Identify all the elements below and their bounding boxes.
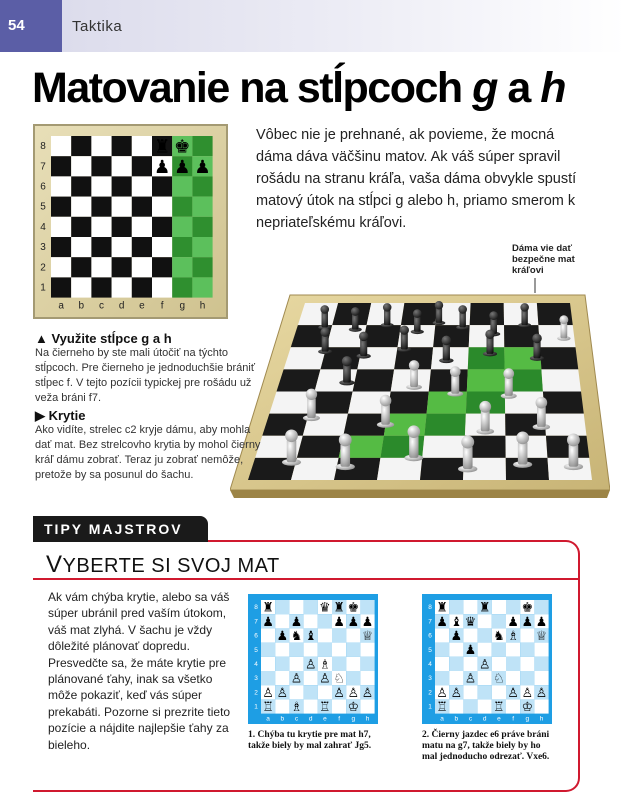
board-square bbox=[478, 685, 492, 699]
chess-piece: ♙ bbox=[436, 685, 448, 701]
chess-piece: ♝ bbox=[304, 629, 317, 645]
chess-piece: ♜ bbox=[262, 600, 274, 616]
rank-label: 1 bbox=[254, 703, 258, 711]
main-chess-diagram bbox=[33, 124, 228, 319]
board-square bbox=[91, 257, 111, 277]
board-square bbox=[132, 156, 152, 176]
board-square bbox=[435, 643, 449, 657]
rank-label: 8 bbox=[428, 604, 432, 612]
board-square bbox=[275, 614, 289, 628]
chess-piece: ♙ bbox=[304, 657, 317, 673]
board-square bbox=[463, 699, 477, 713]
board-square bbox=[51, 176, 71, 196]
chess-piece: ♙ bbox=[319, 671, 331, 687]
board-square bbox=[51, 237, 71, 257]
rank-label: 4 bbox=[254, 661, 258, 669]
file-label: d bbox=[308, 715, 313, 723]
board-square bbox=[71, 136, 91, 156]
file-label: a bbox=[58, 300, 64, 312]
rank-label: 5 bbox=[428, 646, 432, 654]
chess-piece: ♟ bbox=[507, 614, 519, 630]
board-square bbox=[449, 671, 463, 685]
board-square bbox=[172, 217, 192, 237]
rank-label: 3 bbox=[428, 675, 432, 683]
board-square bbox=[478, 643, 492, 657]
board-square bbox=[172, 197, 192, 217]
board-3d-square bbox=[538, 325, 575, 347]
queen-annotation: Dáma vie dať bezpečne mat kráľovi bbox=[512, 243, 575, 276]
board-square bbox=[172, 257, 192, 277]
board-square bbox=[304, 643, 318, 657]
board-square bbox=[51, 156, 71, 176]
board-square bbox=[152, 197, 172, 217]
chess-piece: ♔ bbox=[521, 700, 534, 716]
board-square bbox=[492, 643, 506, 657]
board-square bbox=[132, 176, 152, 196]
board-3d-square bbox=[541, 369, 581, 391]
board-square bbox=[346, 671, 360, 685]
board-3d-square bbox=[467, 369, 505, 391]
triangle-up-icon: ▲ bbox=[35, 331, 52, 346]
chess-piece: ♜ bbox=[333, 600, 345, 616]
section-title: Taktika bbox=[72, 18, 123, 35]
board-square bbox=[132, 277, 152, 297]
rank-label: 3 bbox=[254, 675, 258, 683]
chess-piece: ♔ bbox=[347, 700, 360, 716]
board-square bbox=[112, 237, 132, 257]
board-square bbox=[71, 257, 91, 277]
chess-piece: ♟ bbox=[153, 156, 171, 178]
board-square bbox=[435, 657, 449, 671]
board-square bbox=[449, 643, 463, 657]
rank-label: 8 bbox=[40, 141, 46, 153]
board-square bbox=[112, 156, 132, 176]
board-square bbox=[304, 671, 318, 685]
page-number: 54 bbox=[8, 17, 25, 34]
board-square bbox=[449, 657, 463, 671]
board-square bbox=[112, 136, 132, 156]
board-square bbox=[332, 657, 346, 671]
board-square bbox=[506, 657, 520, 671]
rank-label: 3 bbox=[40, 242, 46, 254]
chess-piece: ♘ bbox=[493, 671, 505, 687]
board-3d-square bbox=[540, 347, 578, 369]
file-label: h bbox=[199, 300, 206, 312]
chess-piece: ♟ bbox=[436, 614, 448, 630]
board-square bbox=[318, 628, 332, 642]
file-label: d bbox=[482, 715, 487, 723]
chess-piece: ♟ bbox=[333, 614, 345, 630]
chess-piece: ♖ bbox=[319, 700, 331, 716]
board-3d-square bbox=[262, 414, 308, 436]
board-square bbox=[318, 643, 332, 657]
rank-label: 4 bbox=[428, 661, 432, 669]
board-square bbox=[51, 217, 71, 237]
board-3d-square bbox=[470, 303, 504, 325]
caption-cover bbox=[35, 408, 265, 483]
board-square bbox=[71, 277, 91, 297]
board-square bbox=[435, 671, 449, 685]
board-square bbox=[332, 628, 346, 642]
rank-label: 4 bbox=[40, 221, 46, 233]
chess-piece: ♘ bbox=[333, 671, 345, 687]
board-square bbox=[192, 136, 212, 156]
chess-piece: ♟ bbox=[174, 156, 191, 178]
board-square bbox=[289, 657, 303, 671]
chess-piece: ♙ bbox=[450, 685, 463, 701]
file-label: c bbox=[294, 715, 299, 723]
rank-label: 8 bbox=[254, 604, 258, 612]
chess-piece: ♞ bbox=[493, 629, 505, 645]
rank-label: 1 bbox=[40, 282, 46, 294]
board-square bbox=[91, 176, 111, 196]
board-square bbox=[520, 671, 534, 685]
board-square bbox=[360, 600, 374, 614]
rank-label: 7 bbox=[428, 618, 432, 626]
file-label: b bbox=[280, 715, 285, 723]
rank-label: 6 bbox=[428, 632, 432, 640]
chess-piece: ♟ bbox=[535, 614, 548, 630]
rank-label: 6 bbox=[254, 632, 258, 640]
caption-files-text: Na čierneho by ste mali útočiť na týchto stĺpcoch. Pre čierneho je jednoduchšie brániť stĺpec f. V tejto pozícii typickej pre rošádu už veža bráni f7. bbox=[35, 347, 255, 404]
board-square bbox=[51, 257, 71, 277]
board-square bbox=[346, 657, 360, 671]
chess-piece: ♗ bbox=[507, 629, 519, 645]
chess-piece: ♙ bbox=[262, 685, 274, 701]
board-square bbox=[152, 217, 172, 237]
board-square bbox=[463, 685, 477, 699]
board-square bbox=[152, 277, 172, 297]
board-square bbox=[534, 671, 548, 685]
board-square bbox=[261, 643, 275, 657]
chess-piece: ♝ bbox=[450, 614, 463, 630]
file-label: c bbox=[99, 300, 104, 312]
board-square bbox=[534, 600, 548, 614]
board-square bbox=[463, 628, 477, 642]
board-3d-square bbox=[468, 347, 505, 369]
chess-piece: ♗ bbox=[290, 700, 303, 716]
rank-label: 7 bbox=[40, 161, 46, 173]
board-square bbox=[289, 685, 303, 699]
board-3d-illustration bbox=[230, 270, 610, 505]
file-label: a bbox=[266, 715, 270, 723]
rank-label: 5 bbox=[254, 646, 258, 654]
board-square bbox=[91, 197, 111, 217]
board-square bbox=[172, 237, 192, 257]
board-square bbox=[51, 136, 71, 156]
caption-cover-heading: ▶ Krytie bbox=[35, 408, 86, 423]
intro-paragraph: Vôbec nie je prehnané, ak povieme, že mocná dáma dáva väčšinu matov. Ak váš súper spravil rošádu na stranu kráľa, vaša dáma obvykle spustí matový útok na stĺpci g alebo h, priamo smerom k nepriateľskému kráľovi. bbox=[256, 127, 577, 231]
chess-piece: ♗ bbox=[319, 657, 331, 673]
board-square bbox=[360, 671, 374, 685]
board-square bbox=[71, 156, 91, 176]
chess-piece: ♙ bbox=[276, 685, 289, 701]
board-square bbox=[332, 643, 346, 657]
board-square bbox=[360, 699, 374, 713]
board-square bbox=[51, 277, 71, 297]
board-square bbox=[304, 614, 318, 628]
rank-label: 7 bbox=[254, 618, 258, 626]
board-square bbox=[132, 237, 152, 257]
chess-piece: ♜ bbox=[478, 600, 491, 616]
tips-banner-label: TIPY MAJSTROV bbox=[44, 521, 183, 537]
chess-piece: ♙ bbox=[507, 685, 519, 701]
board-square bbox=[520, 657, 534, 671]
board-square bbox=[192, 277, 212, 297]
chess-piece: ♖ bbox=[493, 700, 505, 716]
board-square bbox=[112, 277, 132, 297]
file-label: f bbox=[160, 300, 164, 312]
diagram-1 bbox=[248, 594, 378, 724]
board-square bbox=[506, 600, 520, 614]
chess-piece: ♙ bbox=[290, 671, 303, 687]
chess-piece: ♛ bbox=[464, 614, 477, 630]
board-3d-square bbox=[297, 436, 343, 458]
chess-piece: ♟ bbox=[521, 614, 534, 630]
file-label: g bbox=[179, 300, 186, 312]
board-square bbox=[51, 197, 71, 217]
chess-piece: ♙ bbox=[333, 685, 345, 701]
board-3d-square bbox=[387, 392, 428, 414]
chess-piece: ♛ bbox=[319, 600, 331, 616]
rank-label: 5 bbox=[40, 201, 46, 213]
board-square bbox=[132, 197, 152, 217]
board-square bbox=[304, 685, 318, 699]
chess-piece: ♟ bbox=[347, 614, 360, 630]
board-square bbox=[318, 614, 332, 628]
board-square bbox=[332, 699, 346, 713]
tips-title: VYBERTE SI SVOJ MAT bbox=[46, 551, 280, 578]
board-square bbox=[346, 643, 360, 657]
caption-files-heading: ▲ Využite stĺpce g a h bbox=[35, 331, 172, 346]
board-3d-square bbox=[429, 369, 468, 391]
board-square bbox=[520, 628, 534, 642]
board-square bbox=[463, 600, 477, 614]
board-square bbox=[192, 197, 212, 217]
board-square bbox=[449, 600, 463, 614]
board-square bbox=[534, 657, 548, 671]
board-square bbox=[91, 237, 111, 257]
chess-piece: ♜ bbox=[153, 136, 171, 158]
board-square bbox=[506, 671, 520, 685]
board-square bbox=[275, 600, 289, 614]
board-3d-square bbox=[377, 458, 422, 480]
board-square bbox=[275, 671, 289, 685]
board-square bbox=[152, 257, 172, 277]
board-square bbox=[172, 277, 192, 297]
board-3d-square bbox=[544, 414, 586, 436]
board-square bbox=[346, 628, 360, 642]
board-3d-square bbox=[353, 369, 394, 391]
board-square bbox=[492, 685, 506, 699]
file-label: h bbox=[365, 715, 370, 723]
chess-piece: ♜ bbox=[436, 600, 448, 616]
file-label: e bbox=[323, 715, 327, 723]
board-square bbox=[71, 176, 91, 196]
board-square bbox=[192, 217, 212, 237]
chess-piece: ♖ bbox=[262, 700, 274, 716]
board-3d-square bbox=[422, 436, 465, 458]
file-label: b bbox=[454, 715, 459, 723]
board-square bbox=[506, 699, 520, 713]
board-square bbox=[506, 643, 520, 657]
chess-piece: ♙ bbox=[521, 685, 534, 701]
board-square bbox=[492, 657, 506, 671]
chess-piece: ♕ bbox=[361, 629, 374, 645]
chess-piece: ♟ bbox=[194, 156, 211, 178]
rank-label: 2 bbox=[428, 689, 432, 697]
board-3d-square bbox=[277, 369, 321, 391]
file-label: e bbox=[497, 715, 501, 723]
board-square bbox=[91, 277, 111, 297]
file-label: h bbox=[539, 715, 544, 723]
chess-piece: ♙ bbox=[361, 685, 374, 701]
board-square bbox=[289, 643, 303, 657]
diagram-2 bbox=[422, 594, 552, 724]
board-square bbox=[71, 217, 91, 237]
file-label: d bbox=[118, 300, 125, 312]
board-square bbox=[112, 217, 132, 237]
file-label: f bbox=[338, 715, 341, 723]
chess-piece: ♟ bbox=[290, 614, 303, 630]
board-square bbox=[534, 699, 548, 713]
board-square bbox=[520, 643, 534, 657]
board-square bbox=[71, 197, 91, 217]
chess-piece: ♞ bbox=[290, 629, 303, 645]
caption-files bbox=[35, 331, 265, 406]
board-square bbox=[534, 643, 548, 657]
board-square bbox=[275, 657, 289, 671]
board-square bbox=[152, 176, 172, 196]
board-square bbox=[91, 136, 111, 156]
board-square bbox=[112, 257, 132, 277]
board-square bbox=[152, 237, 172, 257]
board-3d-square bbox=[332, 303, 371, 325]
board-square bbox=[360, 643, 374, 657]
chess-piece: ♟ bbox=[276, 629, 289, 645]
board-square bbox=[261, 628, 275, 642]
file-label: f bbox=[512, 715, 515, 723]
board-square bbox=[91, 217, 111, 237]
board-square bbox=[304, 699, 318, 713]
board-square bbox=[463, 657, 477, 671]
file-label: g bbox=[525, 715, 530, 723]
chess-piece: ♚ bbox=[174, 136, 191, 158]
board-square bbox=[132, 136, 152, 156]
board-3d-square bbox=[424, 414, 465, 436]
chess-piece: ♙ bbox=[478, 657, 491, 673]
board-square bbox=[478, 671, 492, 685]
file-label: g bbox=[351, 715, 356, 723]
rank-label: 2 bbox=[254, 689, 258, 697]
chess-piece: ♙ bbox=[535, 685, 548, 701]
board-square bbox=[478, 699, 492, 713]
chess-piece: ♟ bbox=[450, 629, 463, 645]
board-square bbox=[132, 257, 152, 277]
board-square bbox=[318, 685, 332, 699]
board-square bbox=[289, 600, 303, 614]
board-square bbox=[261, 671, 275, 685]
diagram-1-caption: 1. Chýba tu krytie pre mat h7, takže biely by mal zahrať Jg5. bbox=[248, 730, 372, 751]
chess-piece: ♟ bbox=[262, 614, 274, 630]
annotation-pointer bbox=[530, 278, 540, 294]
chess-piece: ♟ bbox=[361, 614, 374, 630]
chess-piece: ♙ bbox=[347, 685, 360, 701]
board-square bbox=[304, 600, 318, 614]
file-label: c bbox=[468, 715, 473, 723]
board-3d-square bbox=[543, 392, 584, 414]
triangle-right-icon: ▶ bbox=[35, 408, 49, 423]
chess-piece: ♕ bbox=[535, 629, 548, 645]
file-label: a bbox=[440, 715, 444, 723]
board-square bbox=[91, 156, 111, 176]
board-square bbox=[192, 237, 212, 257]
chess-piece: ♙ bbox=[464, 671, 477, 687]
chess-piece: ♟ bbox=[464, 643, 477, 659]
header-band bbox=[62, 0, 626, 52]
board-square bbox=[112, 176, 132, 196]
tips-paragraph: Ak vám chýba krytie, alebo sa váš súper ubránil pred vaším útokom, váš mat zlyhá. V šachu je vždy dôležité plánovať dopredu. Presvedčte sa, že máte krytie pre plánované ťahy, inak sa všetko môže pokaziť, keď vás súper prekabáti. Pozorne si prezrite tieto pozície a nájdite najlepšie ťahy za bieleho. bbox=[48, 590, 231, 752]
caption-cover-text: Ako vidíte, strelec c2 kryje dámu, aby mohla dať mat. Bez strelcovho krytia by mohol čierny kráľ dámu zobrať. Teraz ju zobrať nemôže, pretože by sa posunul do šachu. bbox=[35, 424, 261, 481]
board-3d-square bbox=[420, 458, 464, 480]
board-square bbox=[360, 657, 374, 671]
board-square bbox=[71, 237, 91, 257]
board-square bbox=[192, 257, 212, 277]
page-title: Matovanie na stĺpcoch g a h bbox=[32, 64, 565, 112]
chess-piece: ♚ bbox=[347, 600, 360, 616]
board-square bbox=[478, 614, 492, 628]
rank-label: 6 bbox=[40, 181, 46, 193]
file-label: e bbox=[139, 300, 145, 312]
board-square bbox=[192, 176, 212, 196]
board-square bbox=[492, 614, 506, 628]
board-square bbox=[492, 600, 506, 614]
board-square bbox=[261, 657, 275, 671]
board-square bbox=[435, 628, 449, 642]
rank-label: 2 bbox=[40, 262, 46, 274]
board-square bbox=[275, 643, 289, 657]
chess-piece: ♖ bbox=[436, 700, 448, 716]
board-square bbox=[132, 217, 152, 237]
board-square bbox=[449, 699, 463, 713]
board-square bbox=[112, 197, 132, 217]
file-label: b bbox=[78, 300, 85, 312]
rank-label: 1 bbox=[428, 703, 432, 711]
board-square bbox=[172, 176, 192, 196]
chess-piece: ♚ bbox=[521, 600, 534, 616]
board-square bbox=[478, 628, 492, 642]
diagram-2-caption: 2. Čierny jazdec e6 práve bráni matu na g7, takže biely by ho mal jednoducho odrezať. Vxe6. bbox=[422, 730, 550, 762]
board-square bbox=[275, 699, 289, 713]
